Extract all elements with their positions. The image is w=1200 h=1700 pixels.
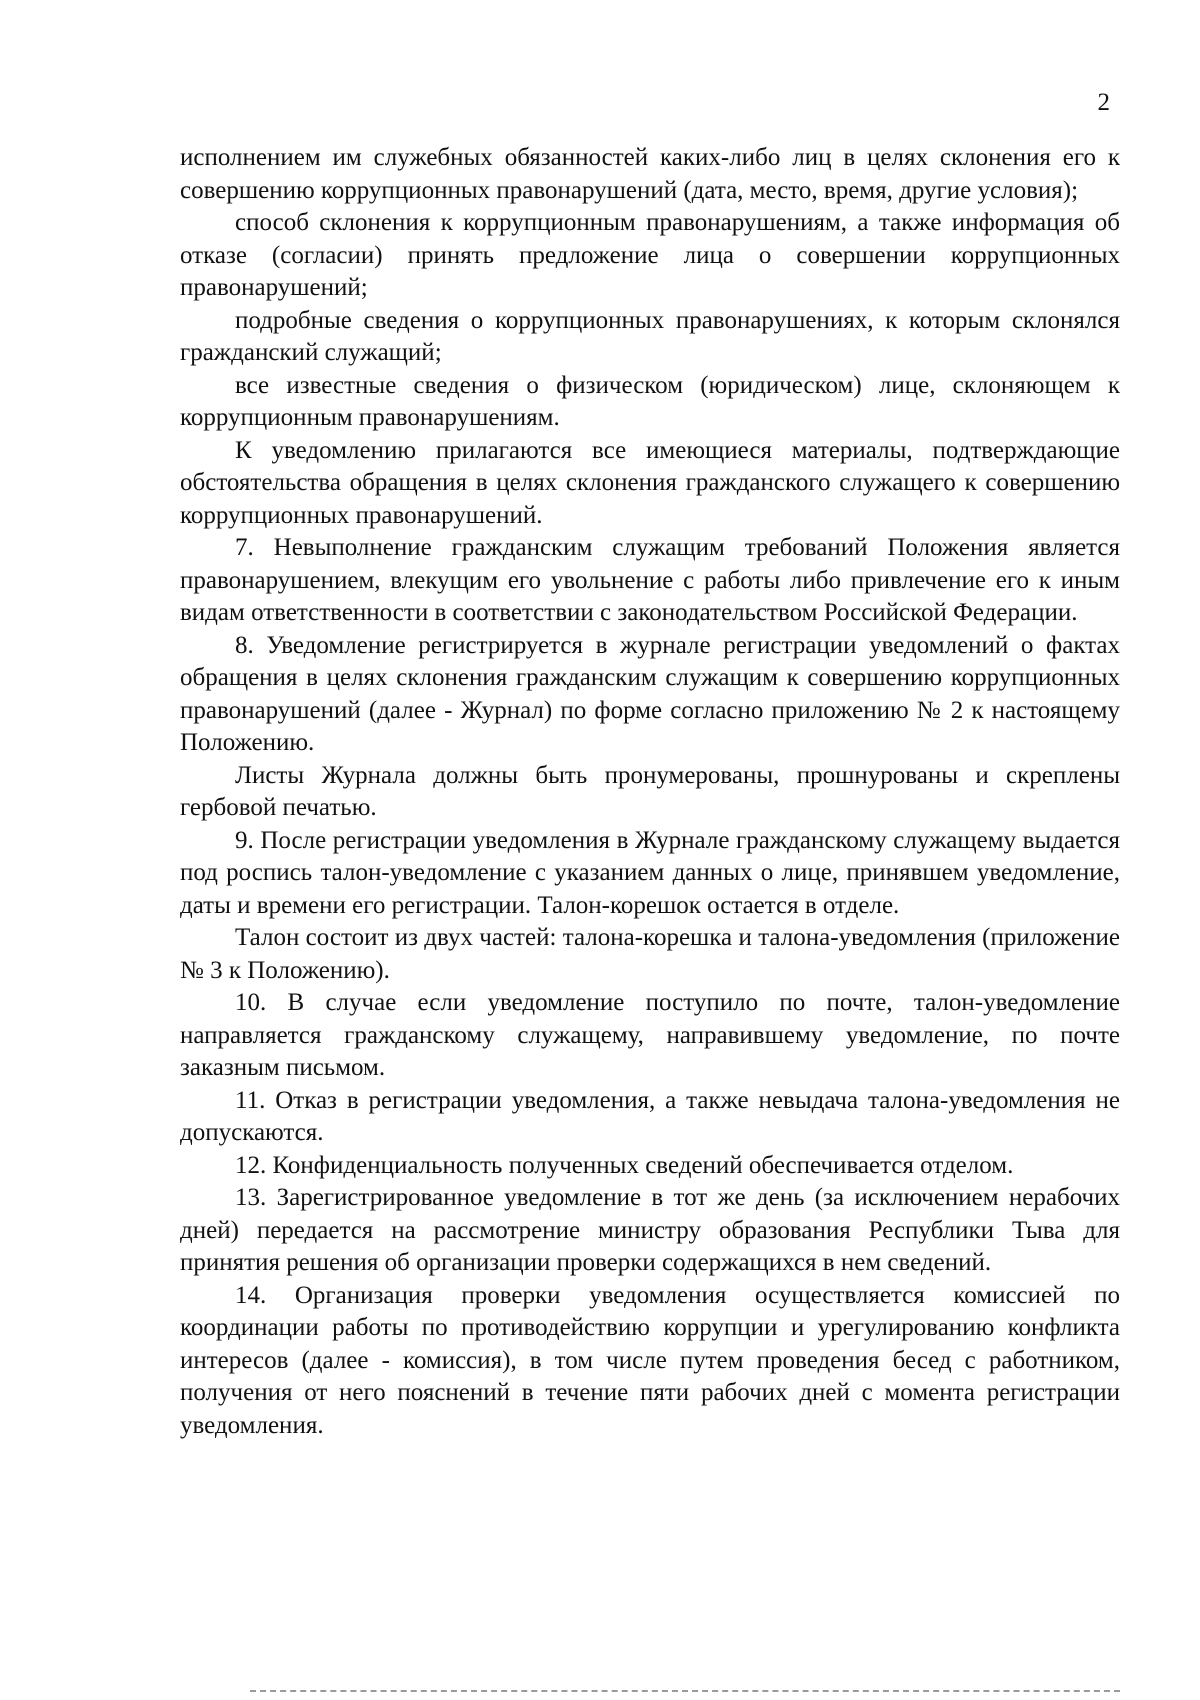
paragraph-item-10: 10. В случае если уведомление поступило по почте, талон-уведомление направляется гражданскому служащему, направившему уведомление, по почте заказным письмом.	[180, 989, 1120, 1081]
paragraph-coupon-parts: Талон состоит из двух частей: талона-корешка и талона-уведомления (приложение № 3 к Положению).	[180, 924, 1120, 984]
paragraph-item-13: 13. Зарегистрированное уведомление в тот же день (за исключением нерабочих дней) передается на рассмотрение министру образования Республики Тыва для принятия решения об организации проверки содержащихся в нем сведений.	[180, 1184, 1120, 1276]
paragraph-method: способ склонения к коррупционным правонарушениям, а также информация об отказе (согласии) принять предложение лица о совершении коррупционных правонарушений;	[180, 209, 1120, 301]
document-body	[180, 142, 1120, 1442]
paragraph-continuation: исполнением им служебных обязанностей каких-либо лиц в целях склонения его к совершению коррупционных правонарушений (дата, место, время, другие условия);	[180, 144, 1120, 204]
paragraph-item-14: 14. Организация проверки уведомления осуществляется комиссией по координации работы по противодействию коррупции и урегулированию конфликта интересов (далее - комиссия), в том числе путем проведения бесед с работником, получения от него пояснений в течение пяти рабочих дней с момента регистрации уведомления.	[180, 1281, 1120, 1439]
paragraph-journal-sheets: Листы Журнала должны быть пронумерованы, прошнурованы и скреплены гербовой печатью.	[180, 761, 1120, 821]
page-number: 2	[1097, 89, 1110, 116]
paragraph-item-9: 9. После регистрации уведомления в Журнале гражданскому служащему выдается под роспись талон-уведомление с указанием данных о лице, принявшем уведомление, даты и времени его регистрации. Талон-корешок остается в отделе.	[180, 826, 1120, 919]
paragraph-item-7: 7. Невыполнение гражданским служащим требований Положения является правонарушением, влекущим его увольнение с работы либо привлечение его к иным видам ответственности в соответствии с законодательством Российской Федерации.	[180, 534, 1120, 626]
paragraph-item-11: 11. Отказ в регистрации уведомления, а также невыдача талона-уведомления не допускаются.	[180, 1086, 1120, 1146]
paragraph-item-8: 8. Уведомление регистрируется в журнале регистрации уведомлений о фактах обращения в целях склонения гражданским служащим к совершению коррупционных правонарушений (далее - Журнал) по форме согласно приложению № 2 к настоящему Положению.	[180, 631, 1120, 756]
paragraph-attachments: К уведомлению прилагаются все имеющиеся материалы, подтверждающие обстоятельства обращения в целях склонения гражданского служащего к совершению коррупционных правонарушений.	[180, 436, 1120, 529]
paragraph-item-12: 12. Конфиденциальность полученных сведений обеспечивается отделом.	[235, 1151, 1014, 1179]
scan-edge-line	[250, 1690, 1120, 1692]
paragraph-person-info: все известные сведения о физическом (юридическом) лице, склоняющем к коррупционным правонарушениям.	[180, 371, 1120, 431]
paragraph-details: подробные сведения о коррупционных правонарушениях, к которым склонялся гражданский служащий;	[180, 306, 1120, 366]
